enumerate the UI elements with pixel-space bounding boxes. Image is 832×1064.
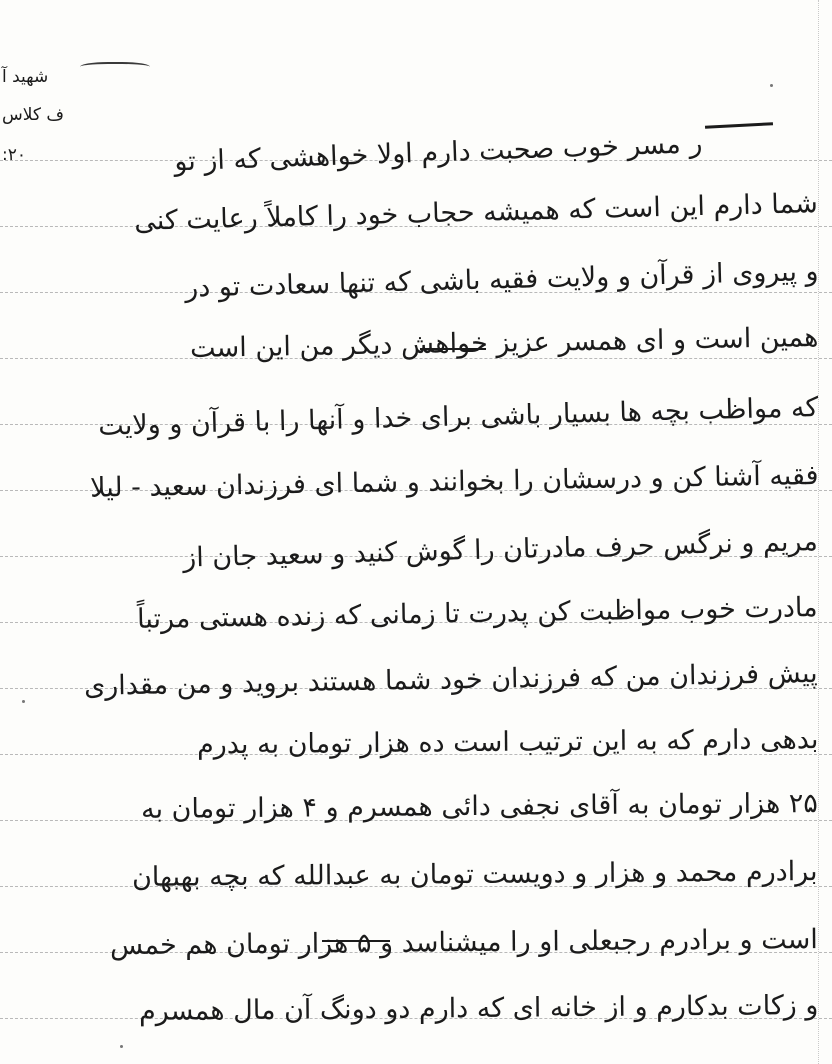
- letter-line-8: مادرت خوب مواظبت کن پدرت تا زمانی که زنده هستی مرتباً: [137, 592, 819, 635]
- underline-mark: [420, 348, 486, 350]
- letter-line-10: بدهی دارم که به این ترتیب است ده هزار تومان به پدرم: [196, 724, 819, 761]
- letter-line-6: فقیه آشنا کن و درسشان را بخوانند و شما ای فرزندان سعید - لیلا: [89, 460, 819, 504]
- underline-mark: [322, 940, 390, 942]
- letter-line-4: همین است و ای همسر عزیز خواهش دیگر من این است: [189, 322, 819, 364]
- header-note-2: ف کلاس: [2, 105, 65, 125]
- scan-speck: [22, 700, 25, 703]
- scan-speck: [770, 84, 773, 87]
- pen-squiggle: [80, 62, 150, 74]
- letter-line-7: مریم و نرگس حرف مادرتان را گوش کنید و سعید جان از: [183, 526, 819, 574]
- header-note-3: ۲۰:: [2, 145, 26, 165]
- letter-line-11: ۲۵ هزار تومان به آقای نجفی دائی همسرم و ۴ هزار تومان به: [141, 788, 819, 825]
- letter-line-13: است و برادرم رجبعلی او را میشناسد و ۵ هزار تومان هم خمس: [110, 924, 819, 962]
- letter-line-2: شما دارم این است که همیشه حجاب خود را کاملاً رعایت کنی: [134, 188, 819, 237]
- letter-line-5: که مواظب بچه ها بسیار باشی برای خدا و آنها را با قرآن و ولایت: [97, 392, 819, 442]
- letter-line-9: پیش فرزندان من که فرزندان خود شما هستند بروید و من مقداری: [84, 658, 819, 702]
- margin-line: [818, 0, 819, 1064]
- header-note-1: شهید آ: [2, 67, 49, 87]
- letter-line-1: ر مسر خوب صحبت دارم اولا خواهشی که از تو: [173, 128, 703, 178]
- pen-dash: [705, 122, 773, 129]
- letter-line-3: و پیروی از قرآن و ولایت فقیه باشی که تنها سعادت تو در: [184, 256, 819, 304]
- scan-speck: [120, 1045, 123, 1048]
- letter-line-12: برادرم محمد و هزار و دویست تومان به عبدالله که بچه بهبهان: [132, 856, 819, 893]
- letter-line-14: و زکات بدکارم و از خانه ای که دارم دو دونگ آن مال همسرم: [138, 990, 819, 1027]
